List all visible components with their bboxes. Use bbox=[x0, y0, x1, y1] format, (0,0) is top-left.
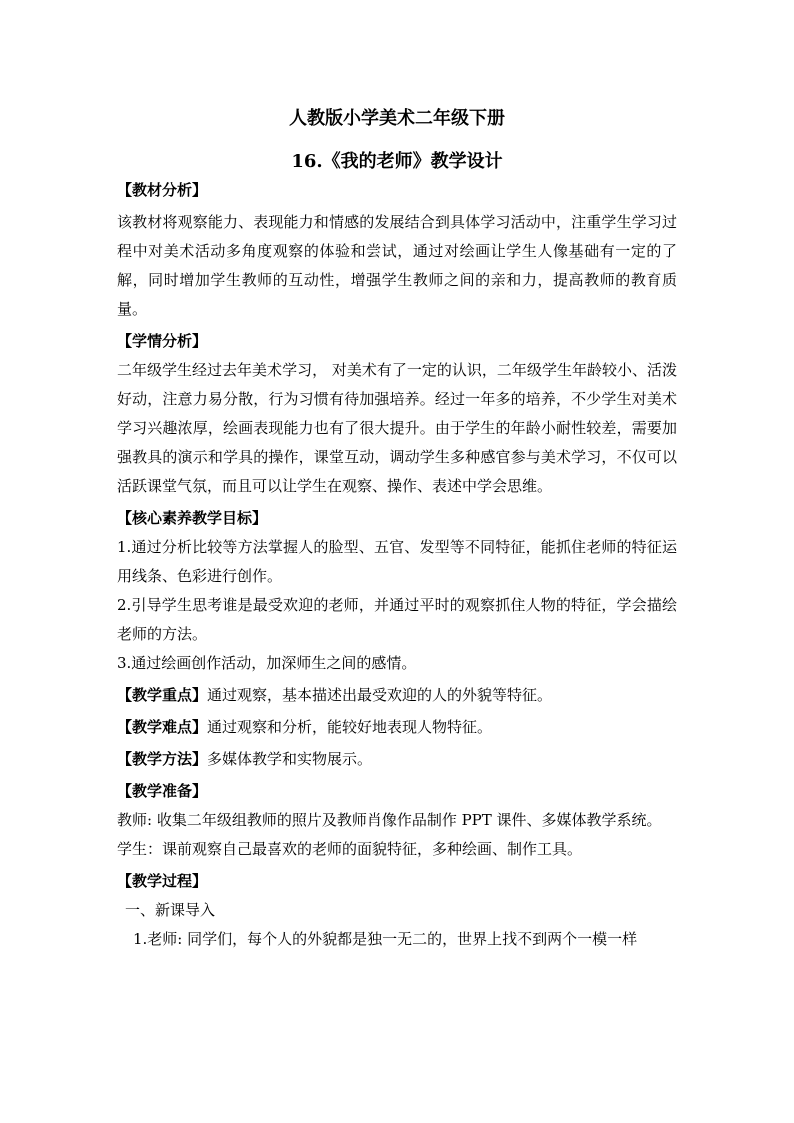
process-step-1: 一、新课导入 bbox=[125, 901, 216, 919]
objective-item-1: 1.通过分析比较等方法掌握人的脸型、五官、发型等不同特征，能抓住老师的特征运用线条、色彩进行创作。 bbox=[117, 538, 677, 585]
paragraph-learner-analysis: 二年级学生经过去年美术学习， 对美术有了一定的认识，二年级学生年龄较小、活泼好动，注意力易分散，行为习惯有待加强培养。经过一年多的培养，不少学生对美术学习兴趣浓厚，绘画表现能力也有了很大提升。由于学生的年龄小耐性较差，需要加强教具的演示和学具的操作，课堂互动，调动学生多种感官参与美术学习，不仅可以活跃课堂气氛，而且可以让学生在观察、操作、表述中学会思维。 bbox=[117, 361, 677, 495]
methods-text: 多媒体教学和实物展示。 bbox=[207, 750, 373, 768]
preparation-student: 学生：课前观察自己最喜欢的老师的面貌特征，多种绘画、制作工具。 bbox=[117, 840, 583, 858]
paragraph-textbook-analysis: 该教材将观察能力、表现能力和情感的发展结合到具体学习活动中，注重学生学习过程中对美术活动多角度观察的体验和尝试，通过对绘画让学生人像基础有一定的了解，同时增加学生教师的互动性，增强学生教师之间的亲和力，提高教师的教育质量。 bbox=[117, 213, 677, 318]
document-subtitle: 16.《我的老师》教学设计 bbox=[291, 151, 503, 172]
process-step-1-item-1: 1.老师: 同学们，每个人的外貌都是独一无二的，世界上找不到两个一模一样 bbox=[133, 930, 638, 948]
methods-label: 【教学方法】 bbox=[117, 750, 208, 768]
methods-line bbox=[117, 745, 677, 774]
heading-learner-analysis: 【学情分析】 bbox=[117, 332, 208, 350]
objective-item-2: 2.引导学生思考谁是最受欢迎的老师，并通过平时的观察抓住人物的特征，学会描绘老师的方法。 bbox=[117, 596, 677, 643]
heading-preparation: 【教学准备】 bbox=[117, 782, 208, 800]
heading-objectives: 【核心素养教学目标】 bbox=[117, 509, 268, 527]
key-points-text: 通过观察，基本描述出最受欢迎的人的外貌等特征。 bbox=[207, 686, 553, 704]
heading-textbook-analysis: 【教材分析】 bbox=[117, 181, 208, 199]
key-points-label: 【教学重点】 bbox=[117, 686, 208, 704]
heading-process: 【教学过程】 bbox=[117, 872, 208, 890]
document-title: 人教版小学美术二年级下册 bbox=[289, 108, 505, 129]
key-points-line bbox=[117, 681, 677, 710]
document-body bbox=[117, 176, 677, 954]
objective-item-3: 3.通过绘画创作活动，加深师生之间的感情。 bbox=[117, 654, 417, 672]
difficulties-text: 通过观察和分析，能较好地表现人物特征。 bbox=[207, 718, 493, 736]
difficulties-line bbox=[117, 713, 677, 742]
difficulties-label: 【教学难点】 bbox=[117, 718, 208, 736]
preparation-teacher: 教师: 收集二年级组教师的照片及教师肖像作品制作 PPT 课件、多媒体教学系统。 bbox=[117, 811, 662, 829]
